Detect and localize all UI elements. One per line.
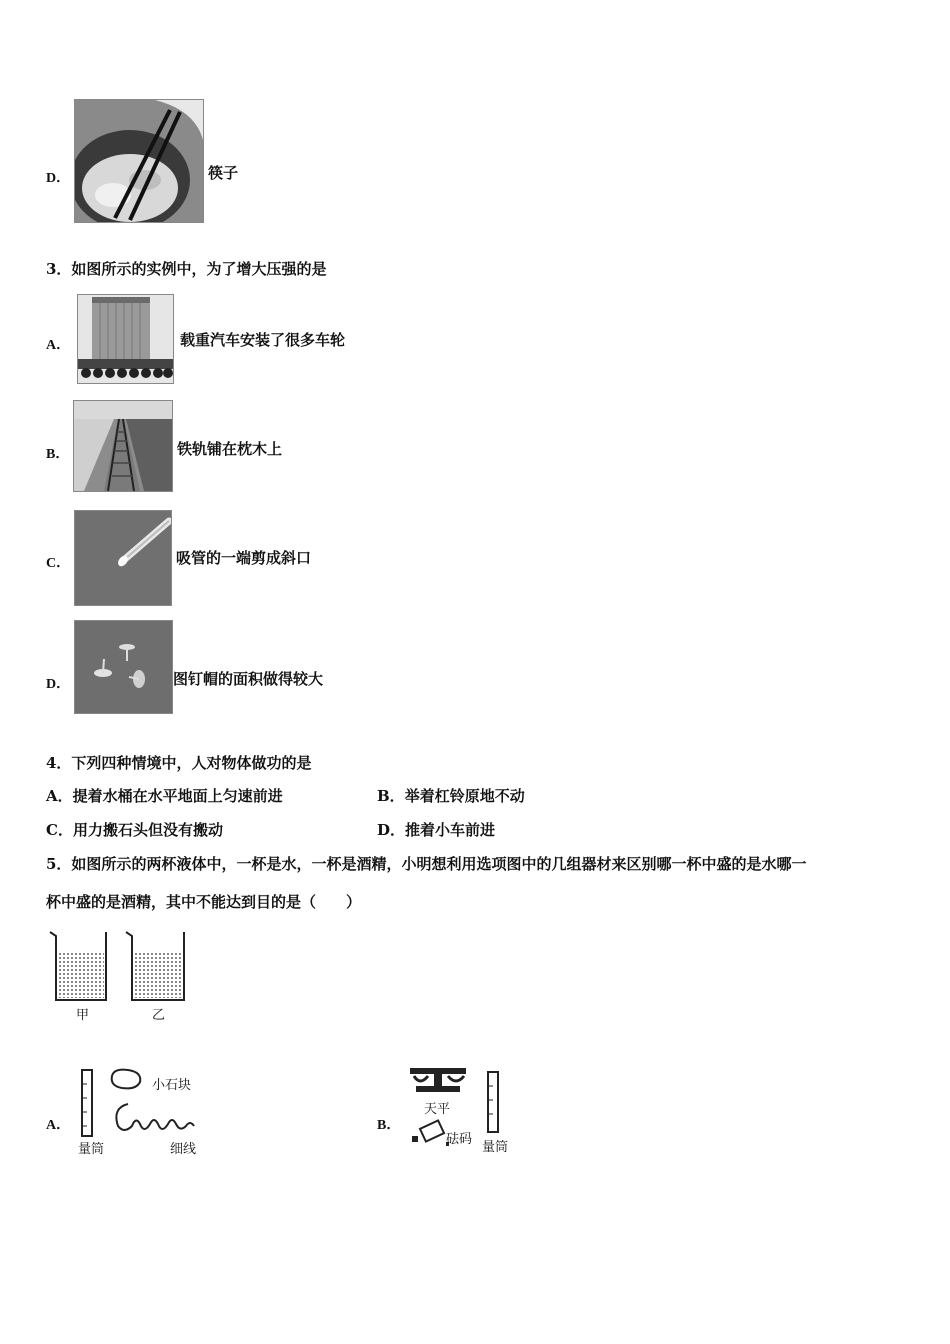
q3-option-d-label: D． xyxy=(46,677,71,692)
cylinder-label-a: 量筒 xyxy=(78,1142,105,1157)
q4-option-b-label: B． xyxy=(377,787,405,805)
q3-option-a-text: 载重汽车安装了很多车轮 xyxy=(180,331,346,349)
chopsticks-photo-icon xyxy=(74,99,204,223)
beakers-figure xyxy=(46,928,196,1023)
q4-option-d-text: 推着小车前进 xyxy=(405,821,496,839)
q3-option-b-text: 铁轨铺在枕木上 xyxy=(177,440,283,458)
q4-stem: 4．下列四种情境中，人对物体做功的是 xyxy=(46,754,312,772)
q3-stem: 3．如图所示的实例中，为了增大压强的是 xyxy=(46,260,327,278)
q3-option-c-label: C． xyxy=(46,556,71,571)
railway-photo-icon xyxy=(73,400,173,492)
q4-option-a-text: 提着水桶在水平地面上匀速前进 xyxy=(72,787,283,805)
q5-option-b-label: B． xyxy=(377,1118,401,1133)
q4-option-d-label: D． xyxy=(377,821,406,839)
q4-option-b-text: 举着杠铃原地不动 xyxy=(404,787,525,805)
q5-stem-line2: 杯中盛的是酒精，其中不能达到目的是（ ） xyxy=(46,893,362,911)
q2-option-d-text: 筷子 xyxy=(208,164,239,182)
straw-photo-icon xyxy=(74,510,172,606)
q4-option-b xyxy=(377,789,525,804)
q4-option-a xyxy=(46,789,283,804)
balance-label: 天平 xyxy=(424,1102,451,1117)
q4-option-d xyxy=(377,823,495,838)
q3-option-d-text: 图钉帽的面积做得较大 xyxy=(173,670,324,688)
measuring-cylinder-stone-thread-icon xyxy=(76,1064,216,1144)
stone-label: 小石块 xyxy=(152,1078,192,1093)
q3-option-a-label: A． xyxy=(46,338,71,353)
weights-label: 砝码 xyxy=(446,1132,473,1147)
beaker-jia-label: 甲 xyxy=(76,1008,90,1023)
thumbtack-photo-icon xyxy=(74,620,173,714)
thread-label: 细线 xyxy=(170,1142,197,1157)
q3-option-b-label: B． xyxy=(46,447,70,462)
beaker-yi-label: 乙 xyxy=(152,1008,166,1023)
q5-option-b-figure xyxy=(406,1064,526,1160)
cylinder-label-b: 量筒 xyxy=(482,1140,509,1155)
q5-option-a-figure xyxy=(76,1064,216,1160)
q3-option-c-text: 吸管的一端剪成斜口 xyxy=(176,549,312,567)
truck-photo-icon xyxy=(77,294,174,384)
q4-option-c xyxy=(46,823,223,838)
beakers-icon xyxy=(46,928,196,1006)
q2-option-d-label: D． xyxy=(46,171,71,186)
q5-stem-line1: 5．如图所示的两杯液体中，一杯是水，一杯是酒精，小明想利用选项图中的几组器材来区别哪一杯中盛的是水哪一 xyxy=(46,855,807,873)
q4-option-a-label: A． xyxy=(46,787,73,805)
q4-option-c-text: 用力搬石头但没有搬动 xyxy=(72,821,223,839)
q4-option-c-label: C． xyxy=(46,821,73,839)
q5-option-a-label: A． xyxy=(46,1118,71,1133)
